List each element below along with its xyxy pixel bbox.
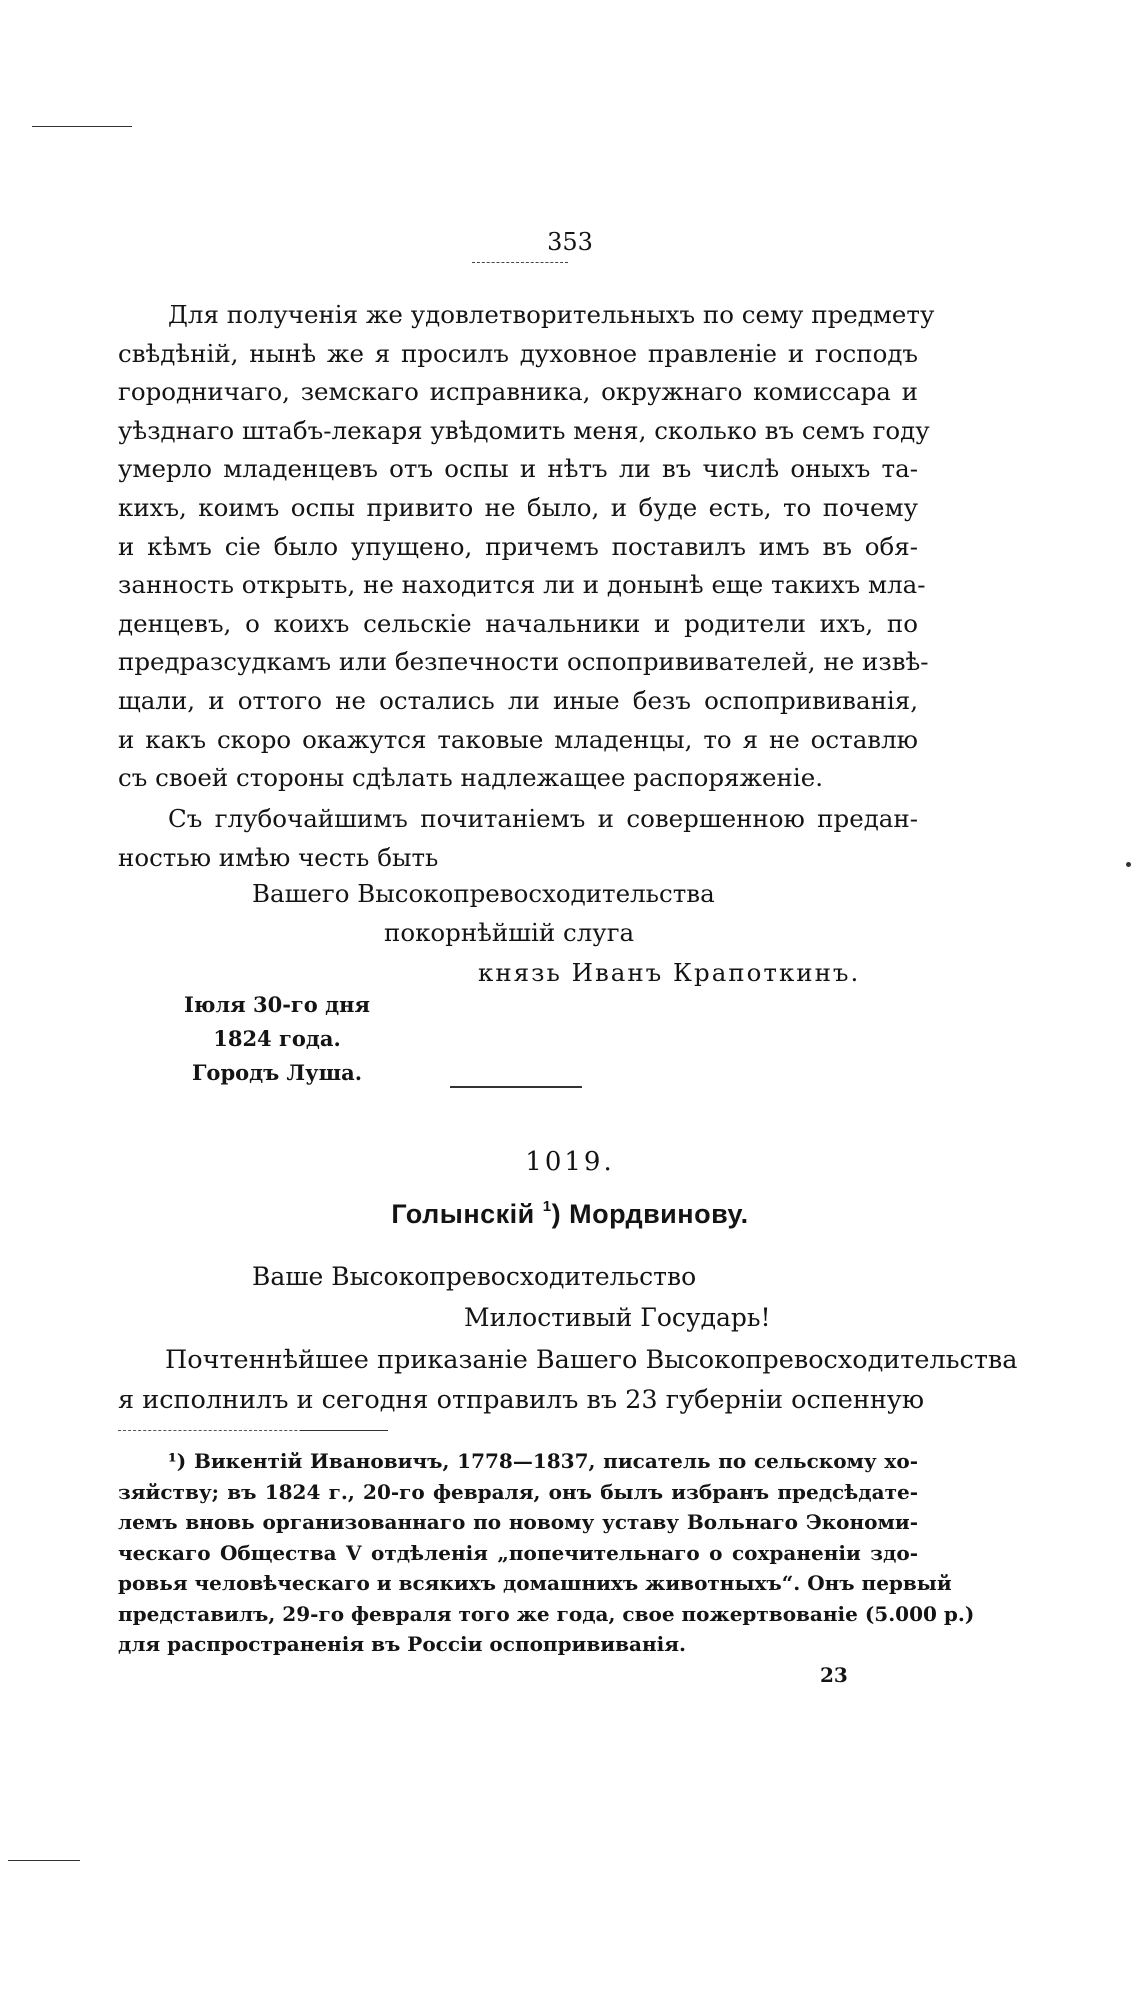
letter-1-line: городничаго, земскаго исправника, окружнаго комиссара и [118,377,918,407]
letter-1-line: предразсудкамъ или безпечности оспопрививателей, не извѣ- [118,647,929,677]
footnote-line: ровья человѣческаго и всякихъ домашнихъ животныхъ“. Онъ первый [118,1571,952,1595]
letter-year: 1824 года. [213,1026,341,1051]
letter-2-line: я исполнилъ и сегодня отправилъ въ 23 губерніи оспенную [118,1385,925,1415]
footnote-line: ¹) Викентій Ивановичъ, 1778—1837, писатель по сельскому хо- [168,1449,918,1473]
page-number-rule [472,262,568,263]
footnote-line: представилъ, 29-го февраля того же года, свое пожертвованіе (5.000 р.) [118,1601,975,1626]
section-separator [450,1086,582,1088]
document-heading [0,1198,1140,1230]
letter-1-line: занность открыть, не находится ли и донынѣ еще такихъ мла- [118,570,926,600]
signature-line-1: Вашего Высокопревосходительства [252,879,715,908]
heading-recipient: ) Мордвинову. [551,1199,749,1229]
scan-artifact-right-dot [1126,862,1131,867]
scan-artifact-bottom-left [8,1860,80,1861]
letter-1-closing [118,800,918,877]
letter-2-body [118,1340,1018,1420]
footnote-rule-solid [300,1430,388,1431]
page-number: 353 [547,228,593,256]
letter-2-line: Почтеннѣйшее приказаніе Вашего Высокопревосходительства [165,1345,1018,1375]
heading-sender: Голынскій [391,1199,535,1229]
signature-line-2: покорнѣйшій слуга [384,918,635,947]
letter-1-line: умерло младенцевъ отъ оспы и нѣтъ ли въ числѣ оныхъ та- [118,454,918,484]
printer-signature-mark: 23 [820,1663,848,1687]
letter-1-line: Для полученія же удовлетворительныхъ по сему предмету [168,300,935,329]
salutation-line-2: Милостивый Государь! [464,1303,771,1332]
closing-line: Съ глубочайшимъ почитаніемъ и совершенною предан- [168,804,918,833]
signature-name: князь Иванъ Крапоткинъ. [478,958,861,987]
salutation-line-1: Ваше Высокопревосходительство [252,1262,697,1291]
closing-line: ностью имѣю честь быть [118,842,439,872]
letter-1-line: кихъ, коимъ оспы привито не было, и буде есть, то почему [118,492,918,522]
place-date-block [184,988,370,1090]
footnote-line: зяйству; въ 1824 г., 20-го февраля, онъ былъ избранъ предсѣдате- [118,1479,918,1504]
letter-1-body [118,296,935,798]
letter-1-line: щали, и оттого не остались ли иные безъ оспопрививанія, [118,685,918,715]
letter-1-line: и какъ скоро окажутся таковые младенцы, то я не оставлю [118,724,918,754]
letter-place: Городъ Луша. [191,1060,363,1085]
letter-1-line: и кѣмъ сіе было упущено, причемъ поставилъ имъ въ обя- [118,531,918,561]
footnote-reference: 1 [542,1198,552,1215]
scan-artifact-top-left [32,126,132,127]
footnote-line: лемъ вновь организованнаго по новому уставу Вольнаго Экономи- [118,1510,918,1534]
footnote-line: ческаго Общества V отдѣленія „попечительнаго о сохраненіи здо- [118,1540,918,1565]
footnote [118,1446,975,1660]
letter-1-line: денцевъ, о коихъ сельскіе начальники и родители ихъ, по [118,608,918,638]
letter-1-line: свѣдѣній, нынѣ же я просилъ духовное правленіе и господъ [118,338,918,368]
footnote-line: для распространенія въ Россіи оспопрививанія. [118,1632,686,1656]
document-number: 1019. [525,1147,615,1177]
letter-date: Іюля 30-го дня [184,992,370,1017]
letter-1-line: съ своей стороны сдѣлать надлежащее распоряженіе. [118,763,823,793]
letter-1-line: уѣзднаго штабъ-лекаря увѣдомить меня, сколько въ семъ году [118,415,930,445]
